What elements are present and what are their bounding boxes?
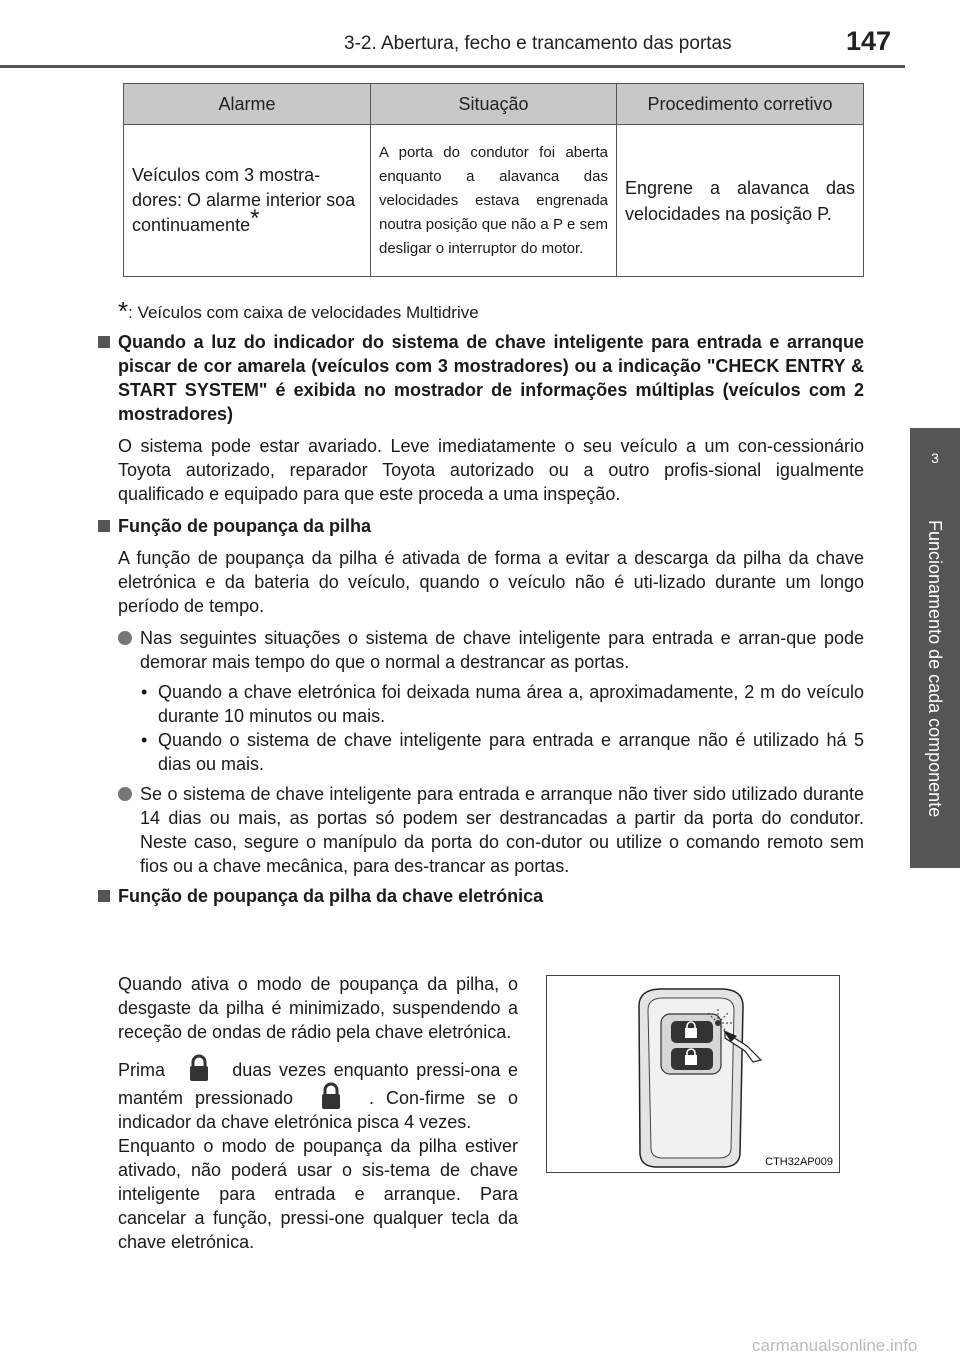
lock-icon <box>187 1054 211 1082</box>
footnote <box>118 296 479 327</box>
circle-bullet-icon <box>118 787 132 801</box>
cell-alarm <box>124 125 371 277</box>
circle-bullet-icon <box>118 631 132 645</box>
sub-list-item: • Quando o sistema de chave inteligente para entrada e arranque não é utilizado há 5 dias ou mais. <box>141 730 864 774</box>
column-header-alarm: Alarme <box>124 84 371 125</box>
square-bullet-icon <box>98 520 110 532</box>
footnote-text: : Veículos com caixa de velocidades Multidrive <box>128 303 479 322</box>
page-number: 147 <box>846 26 892 56</box>
section-title: 3-2. Abertura, fecho e trancamento das portas <box>344 33 732 54</box>
chapter-number: 3 <box>931 450 939 466</box>
alarm-footnote-marker: * <box>250 205 260 232</box>
paragraph: Enquanto o modo de poupança da pilha estiver ativado, não poderá usar o sis-tema de chave inteligente para entrada e arranque. Para cancelar a função, pressi-one qualquer tecla da chave eletrónica. <box>118 1136 518 1252</box>
battery-saving-text <box>118 972 518 1264</box>
main-content <box>96 330 864 916</box>
alarm-table <box>123 83 864 277</box>
bullet-marker: • <box>141 682 148 702</box>
figure-label: CTH32AP009 <box>765 1156 833 1168</box>
cell-procedure: Engrene a alavanca das velocidades na posição P. <box>617 125 864 277</box>
square-bullet-icon <box>98 336 110 348</box>
section-heading: Função de poupança da pilha da chave eletrónica <box>96 884 864 908</box>
table-row <box>124 125 864 277</box>
table-header-row <box>124 84 864 125</box>
sub-list-item: • Quando a chave eletrónica foi deixada numa área a, aproximadamente, 2 m do veículo durante 10 minutos ou mais. <box>141 682 864 726</box>
lock-icon <box>319 1082 343 1110</box>
column-header-procedure: Procedimento corretivo <box>617 84 864 125</box>
paragraph: Prima duas vezes enquanto pressi-ona e mantém pressionado . Con-firme se o indicador da chave eletrónica pisca 4 vezes. <box>118 1054 518 1134</box>
chapter-title: Funcionamento de cada componente <box>925 520 945 818</box>
paragraph: Quando ativa o modo de poupança da pilha, o desgaste da pilha é minimizado, suspendendo a receção de ondas de rádio pela chave eletrónica. <box>118 974 518 1042</box>
section-paragraph: A função de poupança da pilha é ativada de forma a evitar a descarga da pilha da chave eletrónica e da bateria do veículo, quando o veículo não é uti-lizado durante um longo período de tempo. <box>118 548 864 616</box>
alarm-text: Veículos com 3 mostra-dores: O alarme interior soa continuamente <box>132 165 356 235</box>
section-paragraph: O sistema pode estar avariado. Leve imediatamente o seu veículo a um con-cessionário Toyota autorizado, reparador Toyota autorizado ou a outro profis-sional igualmente qualificado e equipado para que este proceda a uma inspeção. <box>118 436 864 504</box>
column-header-situation: Situação <box>371 84 617 125</box>
list-item: Nas seguintes situações o sistema de chave inteligente para entrada e arran-que pode demorar mais tempo do que o normal a destrancar as portas. <box>96 626 864 674</box>
bullet-marker: • <box>141 730 148 750</box>
cell-situation: A porta do condutor foi aberta enquanto a alavanca das velocidades estava engrenada noutra posição que não a P e sem desligar o interruptor do motor. <box>371 125 617 277</box>
section-heading: Quando a luz do indicador do sistema de chave inteligente para entrada e arranque piscar de cor amarela (veículos com 3 mostradores) ou a indicação "CHECK ENTRY & START SYSTEM" é exibida no mostrador de informações múltiplas (veículos com 2 mostradores) <box>96 330 864 426</box>
electronic-key-illustration <box>547 976 839 1172</box>
footnote-marker: * <box>118 296 129 326</box>
section-heading: Função de poupança da pilha <box>96 514 864 538</box>
list-item: Se o sistema de chave inteligente para entrada e arranque não tiver sido utilizado durante 14 dias ou mais, as portas só podem ser destrancadas a partir da porta do condutor. Neste caso, segure o manípulo da porta do con-dutor ou utilize o comando remoto sem fios ou a chave mecânica, para des-trancar as portas. <box>96 782 864 878</box>
square-bullet-icon <box>98 890 110 902</box>
electronic-key-figure <box>546 975 840 1173</box>
chapter-tab <box>910 428 960 868</box>
header-rule <box>0 65 905 68</box>
watermark: carmanualsonline.info <box>752 1336 918 1355</box>
